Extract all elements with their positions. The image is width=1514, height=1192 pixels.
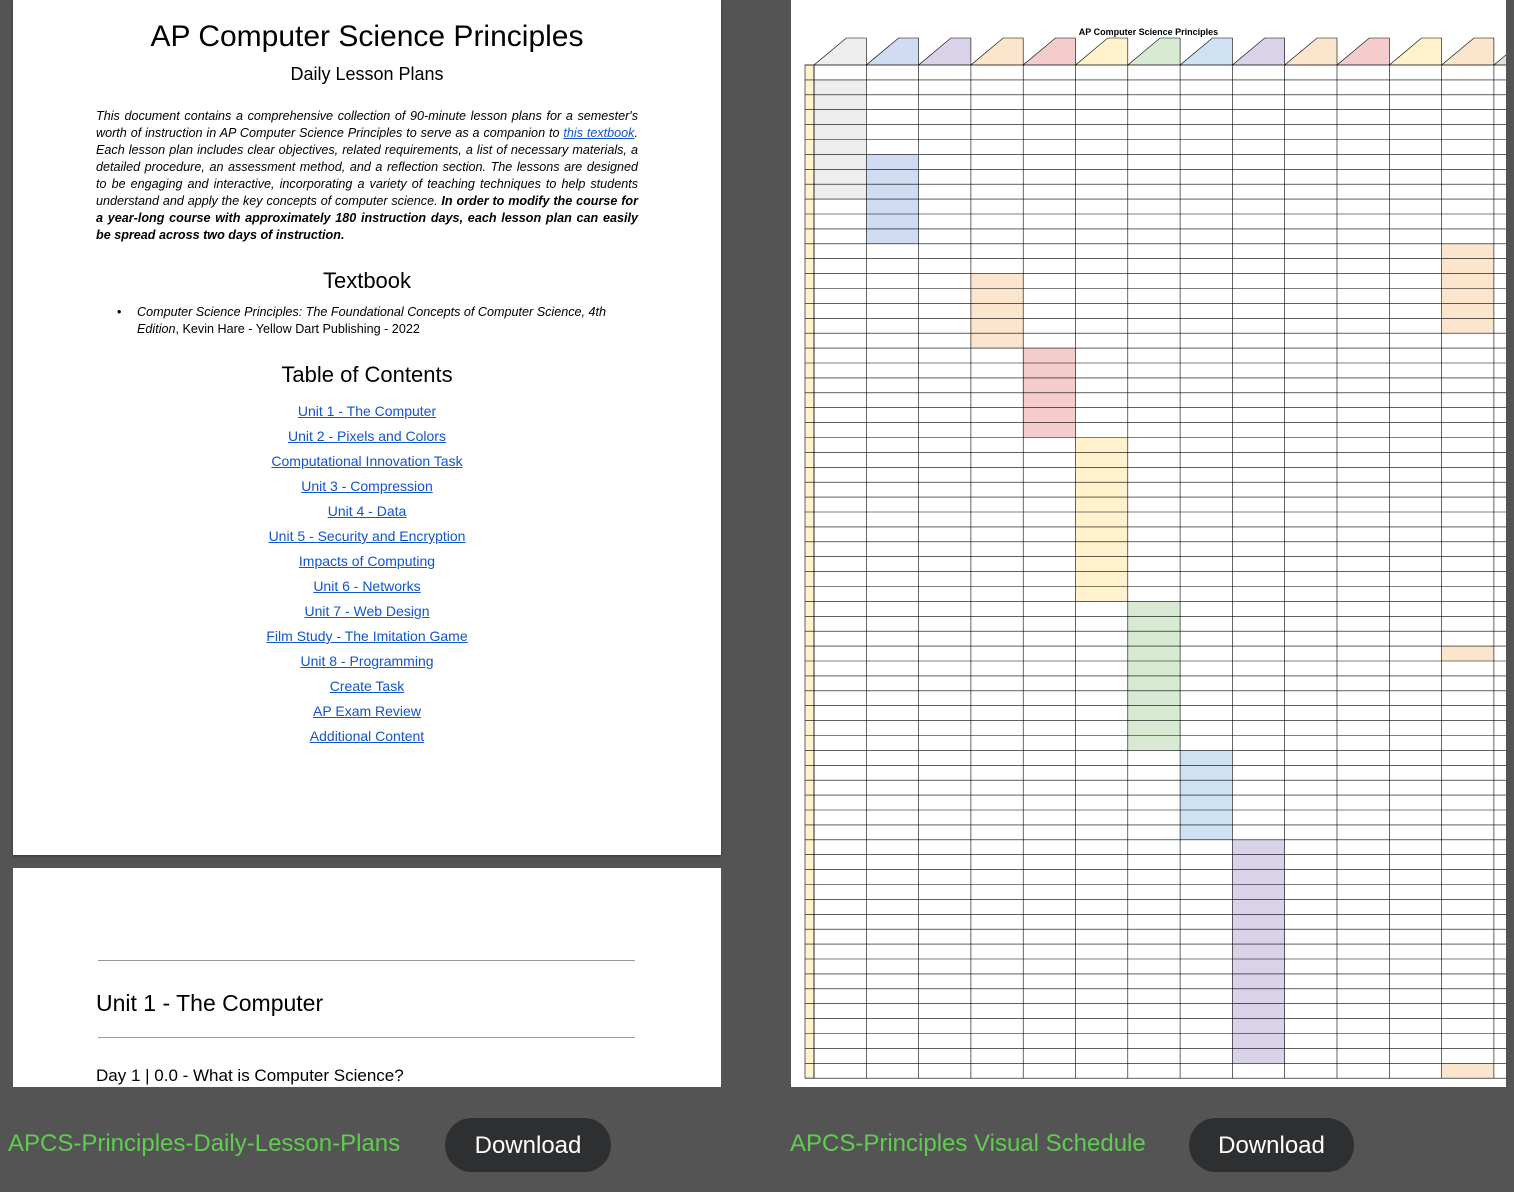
schedule-title: AP Computer Science Principles	[1078, 27, 1219, 37]
schedule-block	[1076, 438, 1128, 602]
schedule-block	[971, 274, 1023, 349]
textbook-list-item	[117, 304, 637, 338]
table-of-contents	[13, 402, 721, 752]
visual-schedule-file-name[interactable]: APCS-Principles Visual Schedule	[790, 1130, 1146, 1157]
schedule-block	[1232, 840, 1284, 1064]
document-title: AP Computer Science Principles	[150, 20, 584, 53]
intro-text-2: . Each lesson plan includes clear objectives, related requirements, a list of necessary materials, a detailed procedure, an assessment method, and a reflection section. The lessons are designed to be engaging and interactive, incorporating a variety of teaching techniques to help students understand and apply the key concepts of computer science.	[96, 126, 638, 208]
divider	[98, 960, 635, 961]
lesson-plans-file-name[interactable]: APCS-Principles-Daily-Lesson-Plans	[8, 1130, 401, 1157]
schedule-column-header	[1494, 38, 1506, 65]
schedule-grid	[791, 0, 1506, 1087]
toc-link-unit-2[interactable]: Unit 2 - Pixels and Colors	[288, 428, 446, 444]
toc-link-computational-innovation[interactable]: Computational Innovation Task	[271, 453, 463, 469]
schedule-column-header	[1232, 38, 1284, 65]
toc-link-unit-1[interactable]: Unit 1 - The Computer	[297, 403, 437, 419]
textbook-publisher: , Kevin Hare - Yellow Dart Publishing - 2022	[175, 322, 420, 336]
textbook-name: Computer Science Principles: The Foundational Concepts of Computer Science, 4th Edition	[137, 305, 607, 336]
textbook-link[interactable]: this textbook	[563, 126, 635, 140]
schedule-column-header	[1442, 38, 1494, 65]
intro-text-1: This document contains a comprehensive collection of 90-minute lesson plans for a semester's worth of instruction in AP Computer Science Principles to serve as a companion to	[96, 109, 638, 140]
toc-link-film-study[interactable]: Film Study - The Imitation Game	[266, 628, 468, 644]
lesson-plans-page-1	[13, 0, 721, 855]
toc-link-unit-8[interactable]: Unit 8 - Programming	[300, 653, 434, 669]
schedule-column-header	[1389, 38, 1441, 65]
visual-schedule-download-button[interactable]: Download	[1189, 1118, 1354, 1172]
schedule-column-header	[1076, 38, 1128, 65]
schedule-block	[1442, 1063, 1494, 1078]
schedule-column-header	[919, 38, 971, 65]
document-subtitle: Daily Lesson Plans	[290, 64, 444, 84]
schedule-column-header	[1285, 38, 1337, 65]
schedule-column-header	[814, 38, 866, 65]
schedule-column-header	[866, 38, 918, 65]
divider	[98, 1037, 635, 1038]
schedule-column-header	[1023, 38, 1075, 65]
textbook-heading: Textbook	[322, 268, 412, 293]
toc-link-unit-6[interactable]: Unit 6 - Networks	[313, 578, 421, 594]
intro-bold-text: In order to modify the course for a year-long course with approximately 180 instruction days, each lesson plan can easily be spread across two days of instruction.	[96, 194, 638, 242]
schedule-column-header	[1128, 38, 1180, 65]
toc-heading: Table of Contents	[281, 362, 453, 387]
toc-link-unit-5[interactable]: Unit 5 - Security and Encryption	[268, 528, 466, 544]
day-heading: Day 1 | 0.0 - What is Computer Science?	[96, 1066, 404, 1085]
bullet-icon: •	[117, 305, 122, 319]
visual-schedule-page	[791, 0, 1506, 1087]
unit-heading: Unit 1 - The Computer	[96, 990, 324, 1016]
schedule-block	[1442, 646, 1494, 661]
intro-paragraph	[96, 108, 638, 244]
toc-link-additional-content[interactable]: Additional Content	[309, 728, 425, 744]
toc-link-unit-7[interactable]: Unit 7 - Web Design	[304, 603, 430, 619]
schedule-column-header	[1337, 38, 1389, 65]
toc-link-impacts[interactable]: Impacts of Computing	[298, 553, 436, 569]
toc-link-unit-3[interactable]: Unit 3 - Compression	[301, 478, 433, 494]
toc-link-ap-exam-review[interactable]: AP Exam Review	[313, 703, 421, 719]
schedule-column-header	[1180, 38, 1232, 65]
lesson-plans-download-button[interactable]: Download	[445, 1118, 611, 1172]
toc-link-unit-4[interactable]: Unit 4 - Data	[327, 503, 407, 519]
lesson-plans-page-2	[13, 868, 721, 1087]
toc-link-create-task[interactable]: Create Task	[329, 678, 405, 694]
schedule-column-header	[971, 38, 1023, 65]
